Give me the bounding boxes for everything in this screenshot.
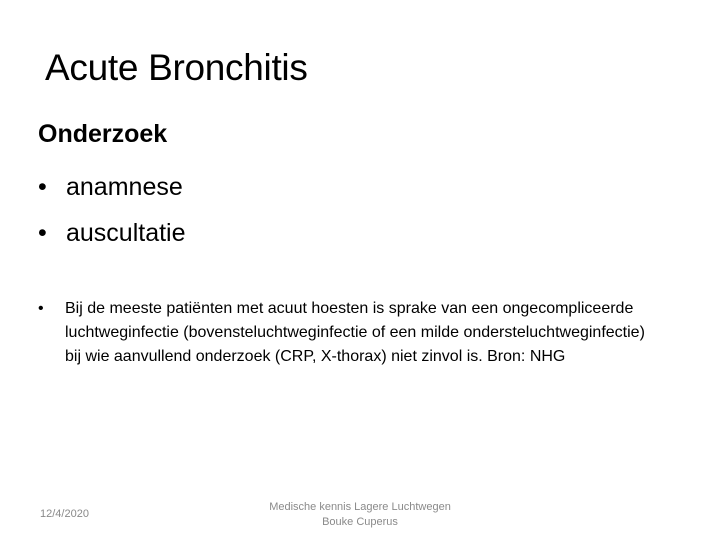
slide-title: Acute Bronchitis [45,47,308,88]
bullet-icon: • [38,300,44,317]
footer-center [210,500,510,530]
note-text: Bij de meeste patiënten met acuut hoesten is sprake van een ongecompliceerde luchtweginfectie (bovensteluchtweginfectie of een milde ondersteluchtweginfectie) bij wie aanvullend onderzoek (CRP, X-thorax) niet zinvol is. Bron: NHG [65,300,645,365]
bullet-icon: • [38,219,47,247]
footer-author: Bouke Cuperus [322,516,398,528]
section-heading: Onderzoek [38,120,168,148]
bullet-item-auscultatie [38,210,186,256]
footer-date: 12/4/2020 [40,508,89,520]
bullet-list [38,164,186,256]
footer-course-title: Medische kennis Lagere Luchtwegen [269,501,451,513]
bullet-icon: • [38,173,47,201]
bullet-text: anamnese [66,173,183,201]
note-paragraph [38,297,648,369]
bullet-item-anamnese [38,164,186,210]
bullet-text: auscultatie [66,219,186,247]
